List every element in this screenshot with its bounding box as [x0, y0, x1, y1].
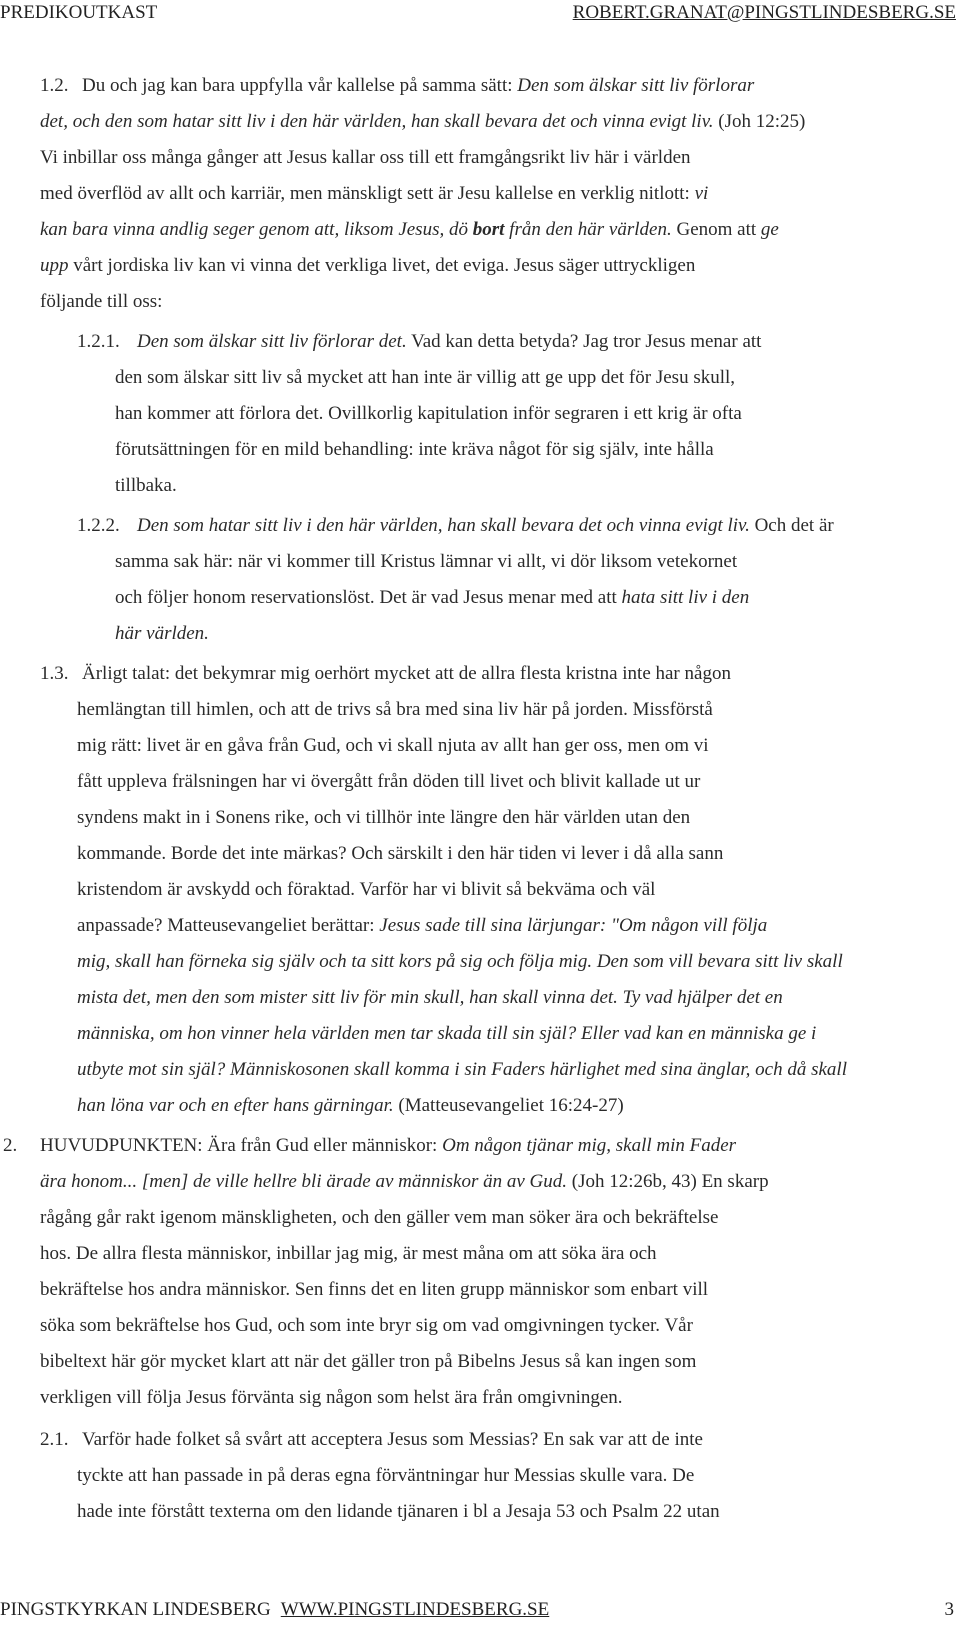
- section-number: 2.1.: [40, 1429, 69, 1450]
- italic-span: utbyte mot sin själ? Människosonen skall komma i sin Faders härlighet med sina änglar, och då skall: [77, 1059, 847, 1080]
- footer-church-name: PINGSTKYRKAN LINDESBERG: [0, 1599, 271, 1620]
- text-span: tillbaka.: [115, 475, 177, 496]
- text-line: [40, 432, 956, 468]
- section-2-1-text: [40, 1422, 956, 1530]
- text-span: (Joh 12:26b, 43) En skarp: [567, 1171, 769, 1192]
- italic-span: upp: [40, 255, 69, 276]
- section-number: 1.2.: [40, 75, 69, 96]
- text-span: (Matteusevangeliet 16:24-27): [393, 1095, 624, 1116]
- header-email-link[interactable]: ROBERT.GRANAT@PINGSTLINDESBERG.SE: [572, 2, 956, 23]
- section-number: 1.2.1.: [77, 331, 120, 352]
- text-line: [40, 68, 956, 104]
- text-span: vårt jordiska liv kan vi vinna det verkliga livet, det eviga. Jesus säger uttryckligen: [68, 255, 696, 276]
- text-line: [40, 908, 956, 944]
- text-span: kristendom är avskydd och föraktad. Varför har vi blivit så bekväma och väl: [77, 879, 656, 900]
- text-span: rågång går rakt igenom mänskligheten, och den gäller vem man söker ära och bekräftelse: [40, 1207, 719, 1228]
- text-line: [40, 1308, 956, 1344]
- text-span: och följer honom reservationslöst. Det är vad Jesus menar med att: [115, 587, 622, 608]
- text-span: samma sak här: när vi kommer till Kristus lämnar vi allt, vi dör liksom vetekornet: [115, 551, 738, 572]
- text-line: [40, 764, 956, 800]
- section-1-3-text: [40, 656, 956, 1124]
- text-line: [40, 1088, 956, 1124]
- text-line: [40, 1458, 956, 1494]
- text-line: [40, 284, 956, 320]
- italic-span: mig, skall han förneka sig själv och ta sitt kors på sig och följa mig. Den som vill bevara sitt liv skall: [77, 951, 843, 972]
- header-title: PREDIKOUTKAST: [0, 2, 158, 23]
- section-2: [3, 1128, 956, 1416]
- section-1-3: [40, 656, 956, 1124]
- document-body: [3, 68, 956, 1530]
- page-header: [0, 2, 960, 32]
- text-line: [40, 104, 956, 140]
- italic-span: Jesus sade till sina lärjungar: "Om någon vill följa: [379, 915, 768, 936]
- text-span: den som älskar sitt liv så mycket att han inte är villig att ge upp det för Jesu skull,: [115, 367, 736, 388]
- text-span: tyckte att han passade in på deras egna förväntningar hur Messias skulle vara. De: [77, 1465, 695, 1486]
- italic-span: från den här världen.: [504, 219, 672, 240]
- text-line: [40, 1128, 956, 1164]
- text-line: [40, 212, 956, 248]
- text-line: [40, 1016, 956, 1052]
- text-line: [40, 396, 956, 432]
- italic-span: han löna var och en efter hans gärningar.: [77, 1095, 394, 1116]
- text-span: hade inte förstått texterna om den lidande tjänaren i bl a Jesaja 53 och Psalm 22 utan: [77, 1501, 720, 1522]
- text-span: kommande. Borde det inte märkas? Och särskilt i den här tiden vi lever i då alla sann: [77, 843, 724, 864]
- section-1-2-1: [40, 324, 956, 504]
- text-span: Och det är: [749, 515, 834, 536]
- text-span: Varför hade folket så svårt att acceptera Jesus som Messias? En sak var att de inte: [82, 1429, 703, 1450]
- italic-span: ära honom... [men] de ville hellre bli ärade av människor än av Gud.: [40, 1171, 567, 1192]
- italic-span: vi: [694, 183, 709, 204]
- italic-span: hata sitt liv i den: [621, 587, 750, 608]
- text-span: förutsättningen för en mild behandling: inte kräva något för sig själv, inte hålla: [115, 439, 714, 460]
- text-line: [40, 1380, 956, 1416]
- italic-span: kan bara vinna andlig seger genom att, liksom Jesus, dö: [40, 219, 473, 240]
- footer-url-link[interactable]: WWW.PINGSTLINDESBERG.SE: [280, 1599, 550, 1620]
- section-1-2: [40, 68, 956, 320]
- text-line: [40, 360, 956, 396]
- text-line: [40, 1494, 956, 1530]
- text-span: han kommer att förlora det. Ovillkorlig kapitulation inför segraren i ett krig är ofta: [115, 403, 742, 424]
- section-1-2-1-text: [40, 324, 956, 504]
- text-line: [40, 692, 956, 728]
- text-span: Ärligt talat: det bekymrar mig oerhört mycket att de allra flesta kristna inte har någon: [82, 663, 731, 684]
- text-line: [40, 1236, 956, 1272]
- text-line: [40, 1164, 956, 1200]
- section-2-1: [40, 1422, 956, 1530]
- text-line: [40, 140, 956, 176]
- text-span: Vi inbillar oss många gånger att Jesus kallar oss till ett framgångsrikt liv här i världen: [40, 147, 691, 168]
- text-span: följande till oss:: [40, 291, 163, 312]
- section-number: 1.2.2.: [77, 515, 120, 536]
- text-span: (Joh 12:25): [713, 111, 806, 132]
- footer-left: [0, 1599, 549, 1621]
- text-line: [40, 1200, 956, 1236]
- page-number: 3: [944, 1599, 954, 1620]
- text-span: anpassade? Matteusevangeliet berättar:: [77, 915, 380, 936]
- text-span: HUVUDPUNKTEN: Ära från Gud eller människor:: [40, 1135, 443, 1156]
- text-line: [40, 728, 956, 764]
- section-number: 2.: [3, 1135, 18, 1156]
- text-line: [40, 1344, 956, 1380]
- text-line: [40, 544, 956, 580]
- italic-span: det, och den som hatar sitt liv i den här världen, han skall bevara det och vinna evigt liv.: [40, 111, 714, 132]
- text-span: Du och jag kan bara uppfylla vår kallelse på samma sätt:: [82, 75, 518, 96]
- italic-span: Den som älskar sitt liv förlorar det.: [137, 331, 407, 352]
- italic-span: mista det, men den som mister sitt liv för min skull, han skall vinna det. Ty vad hjälper det en: [77, 987, 783, 1008]
- text-line: [40, 1052, 956, 1088]
- text-line: [40, 800, 956, 836]
- text-line: [40, 1272, 956, 1308]
- text-line: [40, 1422, 956, 1458]
- text-span: hemlängtan till himlen, och att de trivs så bra med sina liv här på jorden. Missförstå: [77, 699, 713, 720]
- text-span: Genom att: [671, 219, 761, 240]
- text-span: Vad kan detta betyda? Jag tror Jesus menar att: [406, 331, 762, 352]
- text-line: [40, 248, 956, 284]
- text-line: [40, 176, 956, 212]
- text-line: [40, 836, 956, 872]
- section-1-2-2-text: [40, 508, 956, 652]
- page-footer: [0, 1599, 960, 1629]
- italic-span: Den som älskar sitt liv förlorar: [517, 75, 755, 96]
- text-span: bekräftelse hos andra människor. Sen finns det en liten grupp människor som enbart vill: [40, 1279, 709, 1300]
- section-1-2-2: [40, 508, 956, 652]
- bold-italic-span: bort: [472, 219, 505, 240]
- text-span: hos. De allra flesta människor, inbillar jag mig, är mest måna om att söka ära och: [40, 1243, 657, 1264]
- text-line: [40, 944, 956, 980]
- text-span: bibeltext här gör mycket klart att när det gäller tron på Bibelns Jesus så kan ingen som: [40, 1351, 697, 1372]
- text-span: mig rätt: livet är en gåva från Gud, och vi skall njuta av allt han ger oss, men om vi: [77, 735, 709, 756]
- section-2-text: [3, 1128, 956, 1416]
- italic-span: människa, om hon vinner hela världen men tar skada till sin själ? Eller vad kan en människa ge i: [77, 1023, 817, 1044]
- italic-span: Den som hatar sitt liv i den här världen, han skall bevara det och vinna evigt liv.: [137, 515, 750, 536]
- text-line: [40, 656, 956, 692]
- italic-span: här världen.: [115, 623, 209, 644]
- text-span: med överflöd av allt och karriär, men mänskligt sett är Jesu kallelse en verklig nitlott:: [40, 183, 695, 204]
- italic-span: Om någon tjänar mig, skall min Fader: [442, 1135, 737, 1156]
- text-line: [40, 580, 956, 616]
- text-line: [40, 508, 956, 544]
- text-line: [40, 872, 956, 908]
- text-span: söka som bekräftelse hos Gud, och som inte bryr sig om vad omgivningen tycker. Vår: [40, 1315, 693, 1336]
- section-number: 1.3.: [40, 663, 69, 684]
- italic-span: ge: [760, 219, 779, 240]
- text-line: [40, 468, 956, 504]
- text-line: [40, 980, 956, 1016]
- text-span: fått uppleva frälsningen har vi övergått från döden till livet och blivit kallade ut ur: [77, 771, 701, 792]
- section-1-2-text: [40, 68, 956, 320]
- text-span: verkligen vill följa Jesus förvänta sig någon som helst ära från omgivningen.: [40, 1387, 623, 1408]
- text-line: [40, 616, 956, 652]
- text-line: [40, 324, 956, 360]
- text-span: syndens makt in i Sonens rike, och vi tillhör inte längre den här världen utan den: [77, 807, 691, 828]
